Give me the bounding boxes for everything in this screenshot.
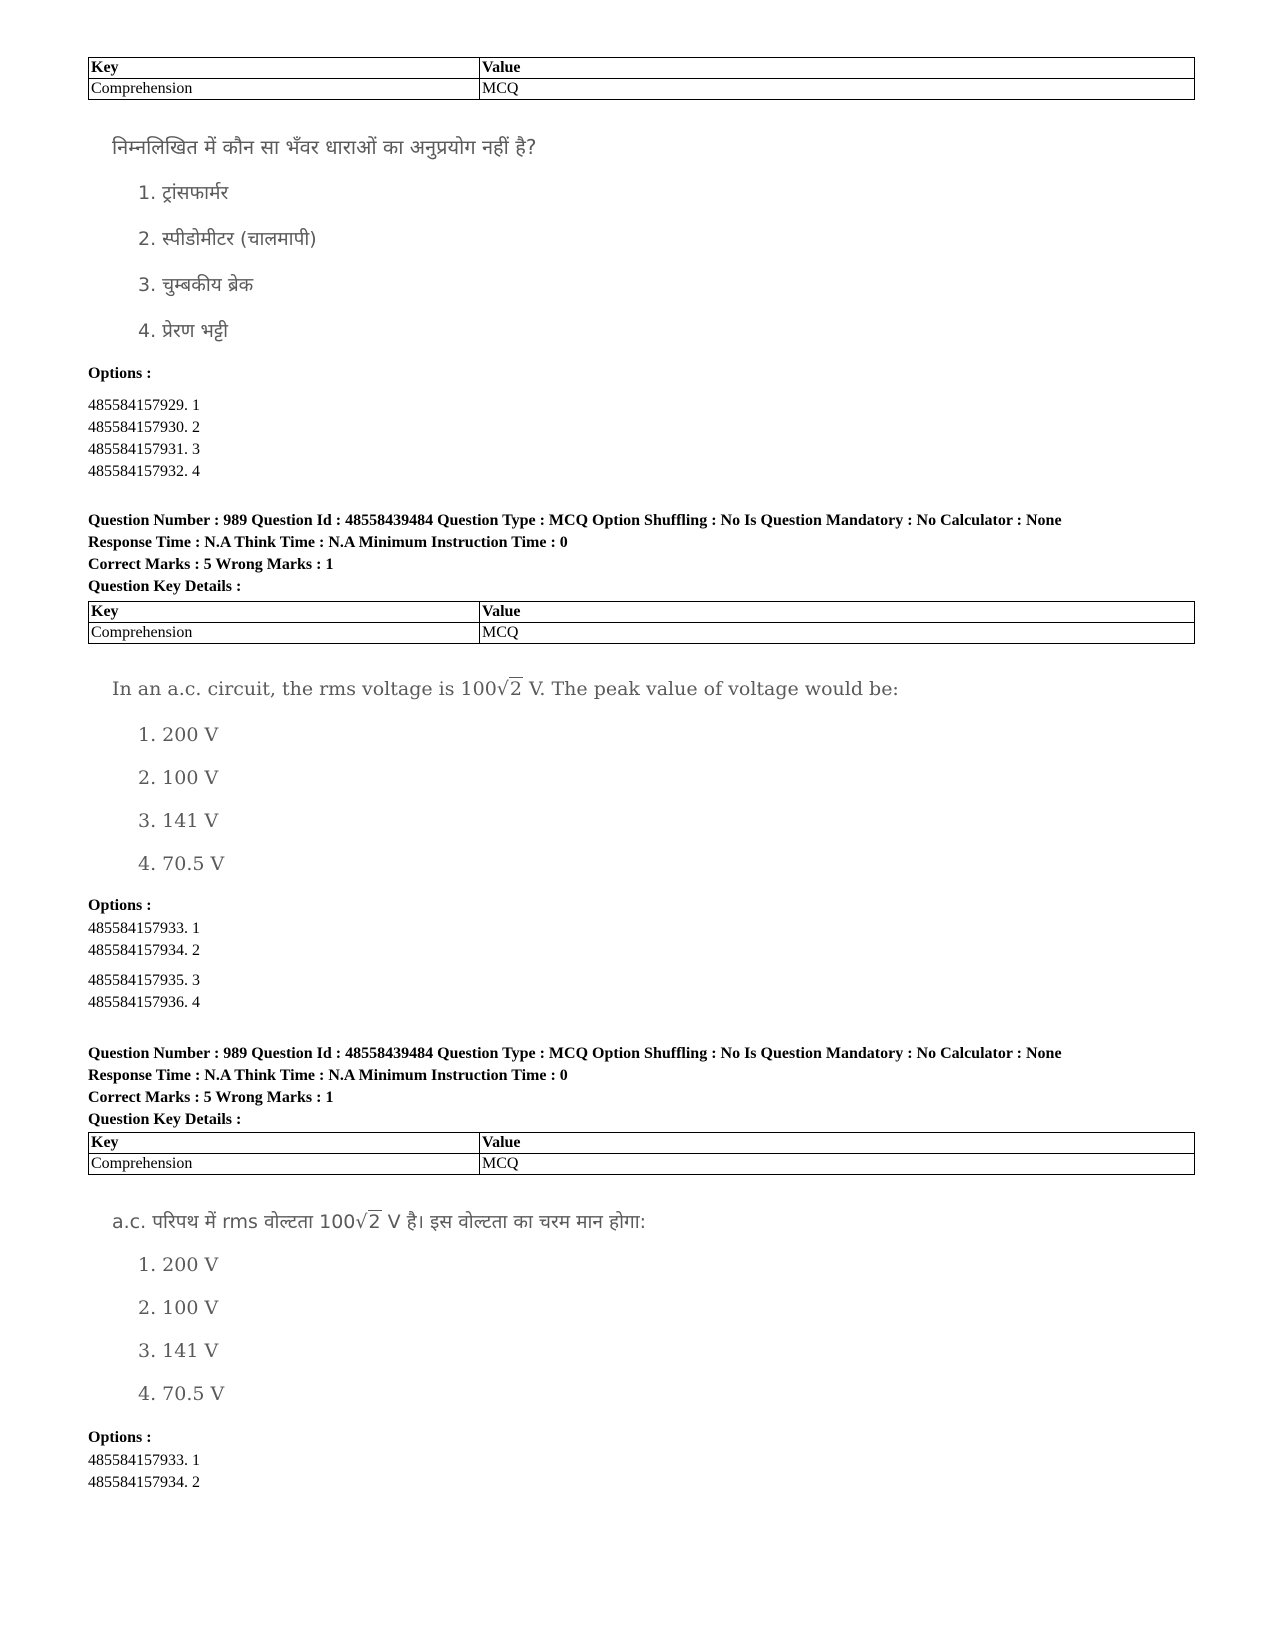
option-item: 485584157933. 1 xyxy=(88,920,200,937)
option-item: 485584157933. 1 xyxy=(88,1452,200,1469)
sqrt-symbol: √2 xyxy=(496,678,522,700)
options-list xyxy=(88,395,200,483)
table-cell-key: Comprehension xyxy=(89,623,480,644)
question-stem xyxy=(112,678,899,724)
sqrt-radicand: 2 xyxy=(509,678,522,700)
table-cell-value: MCQ xyxy=(480,79,1195,100)
question-option: 3. चुम्बकीय ब्रेक xyxy=(138,274,254,296)
question-meta-line: Correct Marks : 5 Wrong Marks : 1 xyxy=(88,1089,334,1106)
question-key-table xyxy=(88,601,1195,644)
option-item: 485584157929. 1 xyxy=(88,397,200,414)
table-cell-key: Comprehension xyxy=(89,1154,480,1175)
stem-text: V. The peak value of voltage would be: xyxy=(522,678,899,700)
stem-text: V है। इस वोल्टता का चरम मान होगा: xyxy=(381,1211,647,1233)
question-meta-line: Correct Marks : 5 Wrong Marks : 1 xyxy=(88,556,334,573)
question-image xyxy=(112,678,899,883)
table-header-key: Key xyxy=(89,58,480,79)
question-option: 1. 200 V xyxy=(138,1254,219,1276)
table-cell-key: Comprehension xyxy=(89,79,480,100)
table-header-key: Key xyxy=(89,602,480,623)
question-meta-line: Response Time : N.A Think Time : N.A Minimum Instruction Time : 0 xyxy=(88,1067,568,1084)
sqrt-symbol: √2 xyxy=(355,1211,381,1233)
question-option: 3. 141 V xyxy=(138,1340,219,1362)
option-item: 485584157930. 2 xyxy=(88,419,200,436)
question-key-table xyxy=(88,1132,1195,1175)
question-option: 2. 100 V xyxy=(138,767,219,789)
options-list xyxy=(88,970,200,1014)
question-image xyxy=(112,133,536,347)
options-label: Options : xyxy=(88,1429,152,1446)
option-item: 485584157934. 2 xyxy=(88,1474,200,1491)
option-item: 485584157932. 4 xyxy=(88,463,200,480)
option-item: 485584157931. 3 xyxy=(88,441,200,458)
option-item: 485584157934. 2 xyxy=(88,942,200,959)
question-stem xyxy=(112,1208,646,1254)
question-option: 2. 100 V xyxy=(138,1297,219,1319)
options-list xyxy=(88,918,200,962)
stem-text: a.c. परिपथ में rms वोल्टता 100 xyxy=(112,1211,356,1233)
options-label: Options : xyxy=(88,897,152,914)
table-header-value: Value xyxy=(480,1133,1195,1154)
question-key-table xyxy=(88,57,1195,100)
option-item: 485584157936. 4 xyxy=(88,994,200,1011)
stem-text: In an a.c. circuit, the rms voltage is 100 xyxy=(112,678,497,700)
question-option: 1. ट्रांसफार्मर xyxy=(138,182,229,204)
question-stem: निम्नलिखित में कौन सा भँवर धाराओं का अनुप्रयोग नहीं है? xyxy=(112,135,537,159)
options-label: Options : xyxy=(88,365,152,382)
question-option: 4. 70.5 V xyxy=(138,1383,225,1405)
question-option: 4. प्रेरण भट्टी xyxy=(138,320,229,342)
question-image xyxy=(112,1208,646,1413)
question-meta-line: Question Number : 989 Question Id : 48558439484 Question Type : MCQ Option Shuffling : No Is Question Mandatory : No Calculator : None xyxy=(88,512,1062,529)
sqrt-radicand: 2 xyxy=(368,1211,381,1233)
question-meta-line: Question Key Details : xyxy=(88,578,242,595)
options-list xyxy=(88,1450,200,1494)
table-header-value: Value xyxy=(480,602,1195,623)
question-meta-line: Response Time : N.A Think Time : N.A Minimum Instruction Time : 0 xyxy=(88,534,568,551)
question-option: 3. 141 V xyxy=(138,810,219,832)
question-meta xyxy=(88,1043,1062,1131)
table-cell-value: MCQ xyxy=(480,623,1195,644)
question-option: 4. 70.5 V xyxy=(138,853,225,875)
table-header-key: Key xyxy=(89,1133,480,1154)
question-meta xyxy=(88,510,1062,598)
question-option: 2. स्पीडोमीटर (चालमापी) xyxy=(138,228,317,250)
option-item: 485584157935. 3 xyxy=(88,972,200,989)
question-meta-line: Question Key Details : xyxy=(88,1111,242,1128)
table-cell-value: MCQ xyxy=(480,1154,1195,1175)
table-header-value: Value xyxy=(480,58,1195,79)
question-meta-line: Question Number : 989 Question Id : 48558439484 Question Type : MCQ Option Shuffling : No Is Question Mandatory : No Calculator : None xyxy=(88,1045,1062,1062)
question-option: 1. 200 V xyxy=(138,724,219,746)
